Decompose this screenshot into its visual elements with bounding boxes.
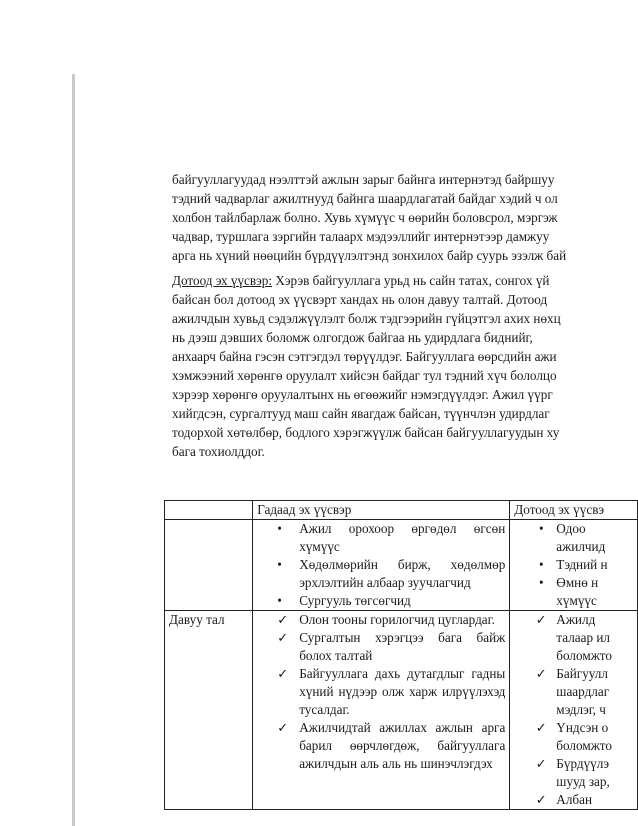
list-item	[535, 791, 633, 809]
bullet-icon: •	[277, 557, 282, 572]
list-item-text: Бүрдүүлэ шууд зар,	[556, 756, 610, 789]
bullet-icon: •	[538, 521, 544, 536]
bullet-icon: •	[538, 557, 544, 572]
check-icon: ✓	[535, 666, 547, 681]
table-header-cell: Дотоод эх үүсвэ	[510, 501, 638, 520]
list-item-text: Ажилд талаар ил боломжто	[556, 612, 612, 663]
check-icon: ✓	[277, 612, 289, 627]
list-item	[535, 611, 633, 665]
check-icon: ✓	[277, 630, 289, 645]
list-item	[535, 719, 633, 755]
text-line: хийгдсэн, сургалтууд маш сайн явагдаж байсан, түүнчлэн удирдлаг	[172, 406, 550, 421]
section-heading: Дотоод эх үүсвэр:	[172, 273, 273, 288]
list-item	[538, 574, 633, 610]
check-icon: ✓	[535, 612, 547, 627]
list-item	[277, 592, 505, 610]
table-header-row	[165, 501, 638, 520]
text-line: ажилчдын хувьд сэдэлжүүлэлт болж тэдгээрийн гүйцэтгэл ахих нөхц	[172, 311, 561, 326]
bullet-icon: •	[277, 593, 282, 608]
text-line: байгууллагуудад нээлттэй ажлын зарыг байнга интернэтэд байршуу	[172, 172, 555, 187]
list-item	[277, 611, 505, 629]
text-line: тодорхой хөтөлбөр, бодлого хэрэгжүүлж байсан байгууллагуудын ху	[172, 425, 560, 440]
text-line: хэрээр хөрөнгө оруулалтынх нь өгөөжийг нэмэгдүүлдэг. Ажил үүрг	[172, 387, 553, 402]
text-line	[172, 271, 638, 290]
list-item-text: Байгууллага дахь дутагдлыг гадны хүний нүдээр олж харж илрүүлэхэд тусалдаг.	[299, 666, 506, 717]
list-item-text: Сургууль төгсөгчид	[299, 593, 411, 608]
check-icon: ✓	[277, 666, 289, 681]
text-line: холбон тайлбарлаж болно. Хувь хүмүүс ч өөрийн боловсрол, мэргэж	[172, 210, 558, 225]
text-line: байсан бол дотоод эх үүсвэрт хандах нь олон давуу талтай. Дотоод	[172, 292, 548, 307]
list-item-text: Олон тооны горилогчид цуглардаг.	[299, 612, 495, 627]
paragraph-internal-source	[172, 271, 638, 461]
list-item	[535, 755, 633, 791]
check-icon: ✓	[535, 756, 547, 771]
text-fragment: Хэрэв байгууллага урьд нь сайн татах, сонгох үй	[272, 273, 550, 288]
list-item-text: Хөдөлмөрийн бирж, хөдөлмөр эрхлэлтийн албаар зуучлагчид	[299, 557, 506, 590]
external-advantages-cell	[253, 611, 510, 810]
check-icon: ✓	[277, 720, 289, 735]
list-item	[538, 556, 633, 574]
table-row-sources	[165, 520, 638, 611]
list-item	[535, 665, 633, 719]
bullet-icon: •	[277, 521, 282, 536]
paragraph-external-intro	[172, 170, 638, 265]
list-item-text: Үндсэн о боломжто	[556, 720, 612, 753]
external-sources-cell	[253, 520, 510, 611]
text-line: тэдний чадварлаг ажилтнууд байнга шаардлагатай байдаг хэдий ч ол	[172, 191, 558, 206]
list-item-text: Ажилчидтай ажиллах ажлын арга барил өөрчлөгдөж, байгууллага ажилчдын аль аль нь шинэчлэгдэх	[299, 720, 506, 771]
list-item-text: Одоо ажилчид	[556, 521, 606, 554]
table-header-cell	[165, 501, 253, 520]
row-label: Давуу тал	[165, 611, 253, 810]
text-line: арга нь хүний нөөцийн бүрдүүлэлтэнд зонхилох байр суурь эзэлж бай	[172, 248, 567, 263]
internal-sources-cell	[510, 520, 638, 611]
internal-advantages-cell	[510, 611, 638, 810]
table-header-cell: Гадаад эх үүсвэр	[253, 501, 510, 520]
check-icon: ✓	[535, 720, 547, 735]
table-row-advantages	[165, 611, 638, 810]
list-item-text: Ажил орохоор өргөдөл өгсөн хүмүүс	[299, 521, 506, 554]
list-item-text: Албан	[556, 792, 593, 807]
list-item-text: Тэдний н	[556, 557, 608, 572]
page-edge-line	[72, 74, 75, 826]
text-line: чадвар, туршлага зэргийн талаарх мэдээллийг интернэтээр дамжуу	[172, 229, 550, 244]
text-line: нь дээш дэвших боломж олгогдож байгаа нь удирдлага биднийг,	[172, 330, 533, 345]
list-item	[277, 629, 506, 665]
list-item	[277, 556, 506, 592]
bullet-icon: •	[538, 575, 544, 590]
list-item-text: Байгуулл шаардлаг мэдлэг, ч	[556, 666, 610, 717]
text-line: хэмжээний хөрөнгө оруулалт хийсэн байдаг тул тэдний хүч бололцо	[172, 368, 557, 383]
text-line: бага тохиолддог.	[172, 444, 265, 459]
list-item-text: Сургалтын хэрэгцээ бага байж болох талтай	[299, 630, 506, 663]
list-item	[277, 665, 506, 719]
list-item	[277, 520, 506, 556]
check-icon: ✓	[535, 792, 547, 807]
comparison-table	[164, 500, 638, 810]
text-line: анхаарч байна гэсэн сэтгэгдэл төрүүлдэг. Байгууллага өөрсдийн ажи	[172, 349, 557, 364]
list-item-text: Өмнө н хүмүүс	[556, 575, 599, 608]
row-label	[165, 520, 253, 611]
list-item	[277, 719, 506, 773]
list-item	[538, 520, 633, 556]
